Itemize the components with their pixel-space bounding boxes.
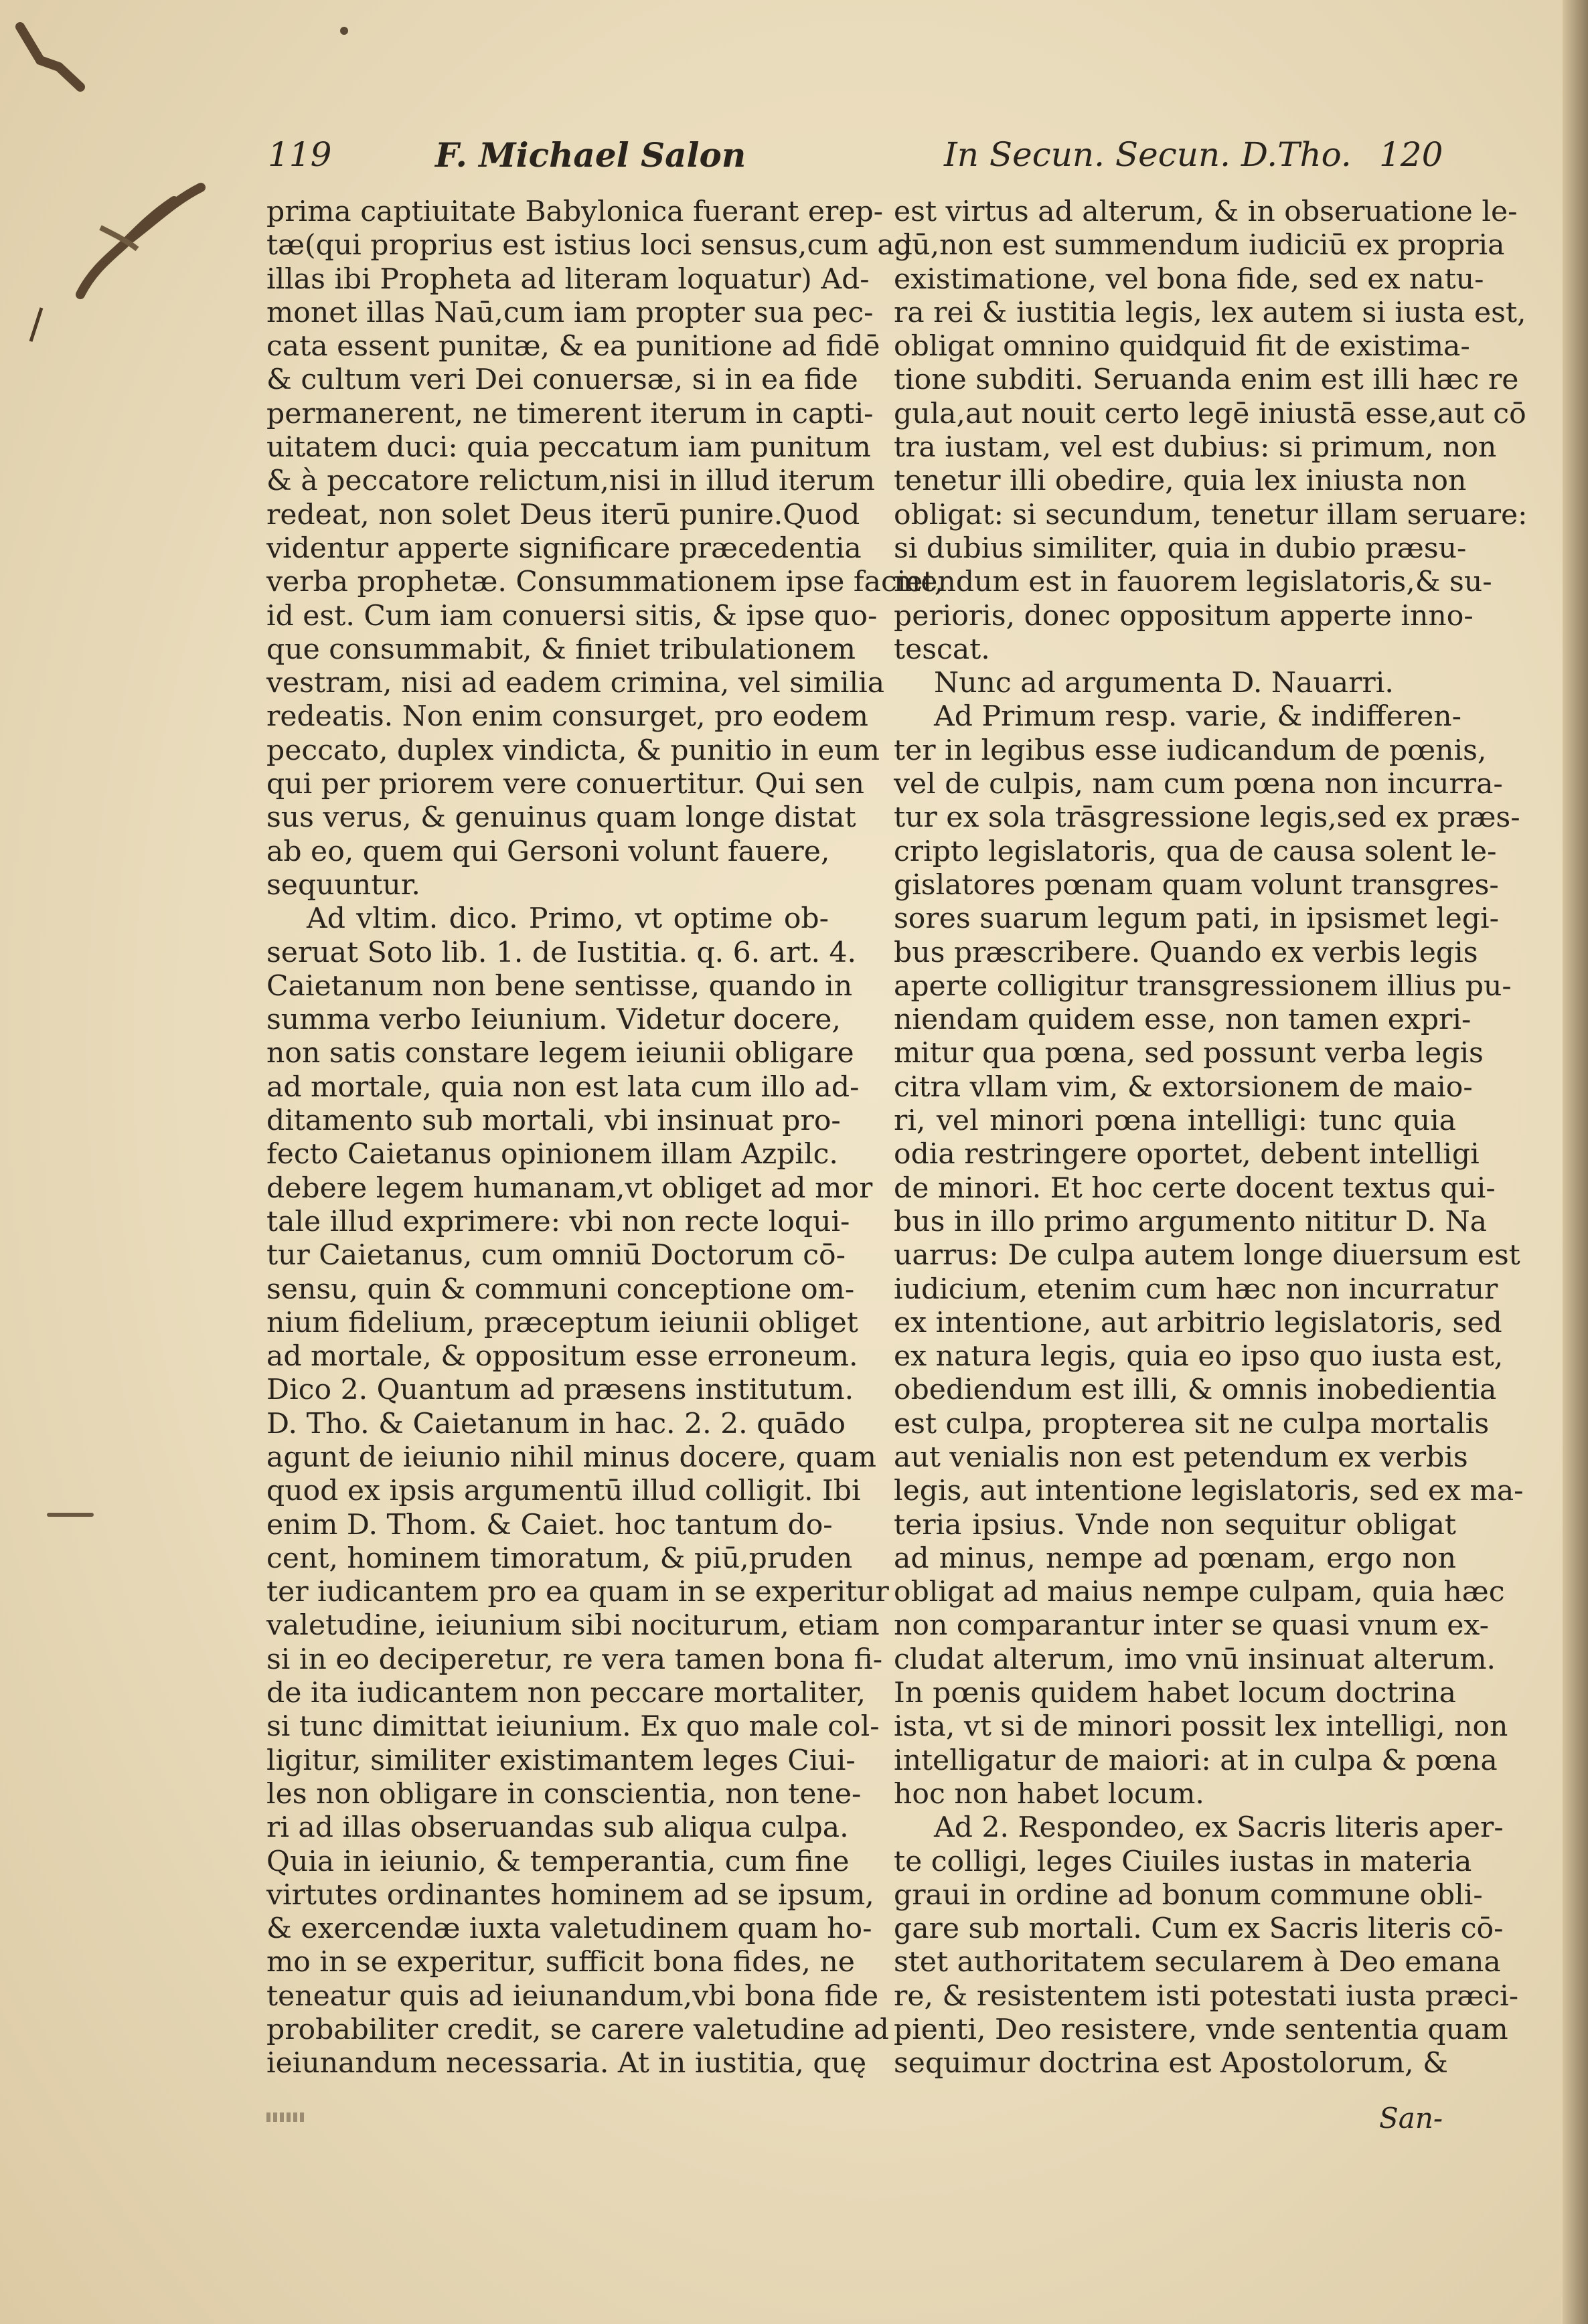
text-line: est culpa, propterea sit ne culpa mortalis [894, 1407, 1490, 1440]
text-line: ex natura legis, quia eo ipso quo iusta est, [894, 1340, 1504, 1374]
text-line: id est. Cum iam conuersi sitis, & ipse quo- [266, 599, 878, 633]
text-line: sequimur doctrina est Apostolorum, & [894, 2047, 1448, 2080]
text-line: seruat Soto lib. 1. de Iustitia. q. 6. art. 4. [266, 936, 857, 969]
text-line: gula,aut nouit certo legē iniustā esse,aut cō [894, 397, 1526, 430]
text-line: Nunc ad argumenta D. Nauarri. [934, 667, 1394, 700]
text-line: peccato, duplex vindicta, & punitio in eum [266, 734, 880, 767]
text-line: gū,non est summendum iudiciū ex propria [894, 229, 1505, 262]
text-line: ter in legibus esse iudicandum de pœnis, [894, 734, 1487, 767]
text-line: ex intentione, aut arbitrio legislatoris, sed [894, 1306, 1502, 1339]
text-line: obligat: si secundum, tenetur illam seruare: [894, 498, 1528, 531]
text-line: mo in se experitur, sufficit bona fides, ne [266, 1946, 855, 1979]
running-head-author: F. Michael Salon [435, 135, 746, 175]
text-line: pienti, Deo resistere, vnde sententia quam [894, 2013, 1508, 2047]
text-line: & exercendæ iuxta valetudinem quam ho- [266, 1912, 872, 1946]
text-line: bus præscribere. Quando ex verbis legis [894, 936, 1478, 969]
text-line: valetudine, ieiunium sibi nociturum, etiam [266, 1609, 880, 1643]
text-line: tale illud exprimere: vbi non recte loqui- [266, 1205, 850, 1238]
text-line: sus verus, & genuinus quam longe distat [266, 801, 856, 835]
text-line: redeat, non solet Deus iterū punire.Quod [266, 498, 860, 531]
text-line: ligitur, similiter existimantem leges Ciui- [266, 1744, 856, 1777]
text-line: videntur apperte significare præcedentia [266, 531, 862, 565]
text-line: si in eo deciperetur, re vera tamen bona fi- [266, 1643, 883, 1676]
text-line: probabiliter credit, se carere valetudine ad [266, 2013, 889, 2047]
text-line: est virtus ad alterum, & in obseruatione le- [894, 195, 1518, 228]
text-line: qui per priorem vere conuertitur. Qui sen [266, 768, 865, 801]
text-line: non comparantur inter se quasi vnum ex- [894, 1609, 1489, 1643]
text-line: In pœnis quidem habet locum doctrina [894, 1677, 1456, 1710]
text-line: existimatione, vel bona fide, sed ex natu- [894, 262, 1484, 296]
text-line: & cultum veri Dei conuersæ, si in ea fide [266, 363, 858, 397]
text-line: re, & resistentem isti potestati iusta præci- [894, 1979, 1519, 2013]
text-line: quod ex ipsis argumentū illud colligit. Ibi [266, 1475, 861, 1508]
text-line: obediendum est illi, & omnis inobedientia [894, 1374, 1497, 1407]
text-line: Quia in ieiunio, & temperantia, cum fine [266, 1845, 850, 1878]
signature-mark [266, 2112, 307, 2122]
text-line: tenetur illi obedire, quia lex iniusta non [894, 465, 1467, 498]
text-line: tescat. [894, 633, 990, 666]
text-line: cata essent punitæ, & ea punitione ad fidē [266, 330, 880, 363]
text-line: redeatis. Non enim consurget, pro eodem [266, 700, 868, 734]
catchword: San- [1379, 2102, 1443, 2135]
text-line: ri, vel minori pœna intelligi: tunc quia [894, 1104, 1456, 1138]
text-line: nium fidelium, præceptum ieiunii obliget [266, 1306, 858, 1339]
text-line: teria ipsius. Vnde non sequitur obligat [894, 1508, 1456, 1542]
text-line: ra rei & iustitia legis, lex autem si iusta est, [894, 296, 1526, 329]
text-line: si dubius similiter, quia in dubio præsu- [894, 531, 1467, 565]
text-line: mitur qua pœna, sed possunt verba legis [894, 1037, 1484, 1070]
text-line: ditamento sub mortali, vbi insinuat pro- [266, 1104, 841, 1138]
page-edge [1563, 0, 1588, 2324]
text-line: bus in illo primo argumento nititur D. Na [894, 1205, 1488, 1238]
text-line: hoc non habet locum. [894, 1777, 1204, 1811]
text-line: enim D. Thom. & Caiet. hoc tantum do- [266, 1508, 833, 1542]
text-line: mendum est in fauorem legislatoris,& su- [894, 566, 1492, 599]
text-line: obligat omnino quidquid fit de existima- [894, 330, 1470, 363]
text-line: permanerent, ne timerent iterum in capti- [266, 397, 874, 430]
text-line: cripto legislatoris, qua de causa solent le- [894, 835, 1497, 868]
text-line: de minori. Et hoc certe docent textus qui- [894, 1171, 1496, 1205]
text-line: ad mortale, & oppositum esse erroneum. [266, 1340, 858, 1374]
text-line: legis, aut intentione legislatoris, sed ex ma- [894, 1475, 1524, 1508]
text-line: tur ex sola trāsgressione legis,sed ex præs- [894, 801, 1520, 835]
text-line: aperte colligitur transgressionem illius pu- [894, 969, 1512, 1003]
text-line: Dico 2. Quantum ad præsens institutum. [266, 1374, 854, 1407]
text-line: te colligi, leges Ciuiles iustas in materia [894, 1845, 1472, 1878]
text-line: perioris, donec oppositum apperte inno- [894, 599, 1474, 633]
text-line: tur Caietanus, cum omniū Doctorum cō- [266, 1239, 846, 1272]
right-text-column [894, 195, 1528, 2081]
text-line: niendam quidem esse, non tamen expri- [894, 1003, 1472, 1037]
text-line: cent, hominem timoratum, & piū,pruden [266, 1542, 853, 1575]
text-line: stet authoritatem secularem à Deo emana [894, 1946, 1501, 1979]
text-line: Caietanum non bene sentisse, quando in [266, 969, 853, 1003]
page-number-right: 120 [1379, 135, 1443, 174]
text-line: si tunc dimittat ieiunium. Ex quo male col- [266, 1710, 880, 1744]
text-line: que consummabit, & finiet tribulationem [266, 633, 856, 666]
text-line: sores suarum legum pati, in ipsismet legi- [894, 902, 1499, 936]
text-line: sequuntur. [266, 868, 420, 902]
text-line: virtutes ordinantes hominem ad se ipsum, [266, 1878, 874, 1912]
text-line: ab eo, quem qui Gersoni volunt fauere, [266, 835, 830, 868]
text-line: illas ibi Propheta ad literam loquatur) Ad- [266, 262, 870, 296]
text-line: obligat ad maius nempe culpam, quia hæc [894, 1576, 1505, 1609]
text-line: Ad 2. Respondeo, ex Sacris literis aper- [934, 1811, 1504, 1845]
text-line: intelligatur de maiori: at in culpa & pœna [894, 1744, 1498, 1777]
text-line: sensu, quin & communi conceptione om- [266, 1272, 855, 1306]
text-line: ista, vt si de minori possit lex intelligi, non [894, 1710, 1508, 1744]
text-line: verba prophetæ. Consummationem ipse faciet, [266, 566, 944, 599]
text-line: Ad vltim. dico. Primo, vt optime ob- [307, 902, 829, 936]
text-line: les non obligare in conscientia, non tene- [266, 1777, 862, 1811]
text-line: agunt de ieiunio nihil minus docere, quam [266, 1440, 876, 1474]
text-line: & à peccatore relictum,nisi in illud iterum [266, 465, 875, 498]
text-line: ter iudicantem pro ea quam in se experitur [266, 1576, 889, 1609]
text-line: Ad Primum resp. varie, & indifferen- [934, 700, 1461, 734]
text-line: summa verbo Ieiunium. Videtur docere, [266, 1003, 841, 1037]
text-line: uitatem duci: quia peccatum iam punitum [266, 431, 871, 465]
text-line: ri ad illas obseruandas sub aliqua culpa. [266, 1811, 849, 1845]
text-line: tra iustam, vel est dubius: si primum, non [894, 431, 1497, 465]
ink-spot [47, 1513, 94, 1517]
text-line: iudicium, etenim cum hæc non incurratur [894, 1272, 1498, 1306]
text-line: gislatores pœnam quam volunt transgres- [894, 868, 1499, 902]
text-line: vestram, nisi ad eadem crimina, vel similia [266, 667, 885, 700]
ink-spot [340, 27, 348, 35]
page-header [0, 129, 1588, 189]
text-line: debere legem humanam,vt obliget ad mor [266, 1171, 873, 1205]
text-line: gare sub mortali. Cum ex Sacris literis cō- [894, 1912, 1504, 1946]
text-line: graui in ordine ad bonum commune obli- [894, 1878, 1483, 1912]
text-line: ad mortale, quia non est lata cum illo ad- [266, 1070, 860, 1104]
text-line: fecto Caietanus opinionem illam Azpilc. [266, 1138, 838, 1171]
text-line: D. Tho. & Caietanum in hac. 2. 2. quādo [266, 1407, 846, 1440]
text-line: ieiunandum necessaria. At in iustitia, quę [266, 2047, 867, 2080]
text-line: aut venialis non est petendum ex verbis [894, 1440, 1468, 1474]
text-line: vel de culpis, nam cum pœna non incurra- [894, 768, 1503, 801]
text-line: ad minus, nempe ad pœnam, ergo non [894, 1542, 1456, 1575]
running-head-title: In Secun. Secun. D.Tho. [944, 135, 1352, 174]
text-line: de ita iudicantem non peccare mortaliter, [266, 1677, 866, 1710]
page-number-left: 119 [268, 135, 332, 174]
text-line: tæ(qui proprius est istius loci sensus,cum ad [266, 229, 912, 262]
text-line: tione subditi. Seruanda enim est illi hæc re [894, 363, 1519, 397]
text-line: teneatur quis ad ieiunandum,vbi bona fide [266, 1979, 879, 2013]
text-line: prima captiuitate Babylonica fuerant erep- [266, 195, 884, 228]
text-line: uarrus: De culpa autem longe diuersum est [894, 1239, 1520, 1272]
text-line: odia restringere oportet, debent intelligi [894, 1138, 1480, 1171]
text-line: non satis constare legem ieiunii obligare [266, 1037, 854, 1070]
text-line: citra vllam vim, & extorsionem de maio- [894, 1070, 1473, 1104]
text-line: monet illas Naū,cum iam propter sua pec- [266, 296, 874, 329]
text-line: cludat alterum, imo vnū insinuat alterum. [894, 1643, 1496, 1676]
